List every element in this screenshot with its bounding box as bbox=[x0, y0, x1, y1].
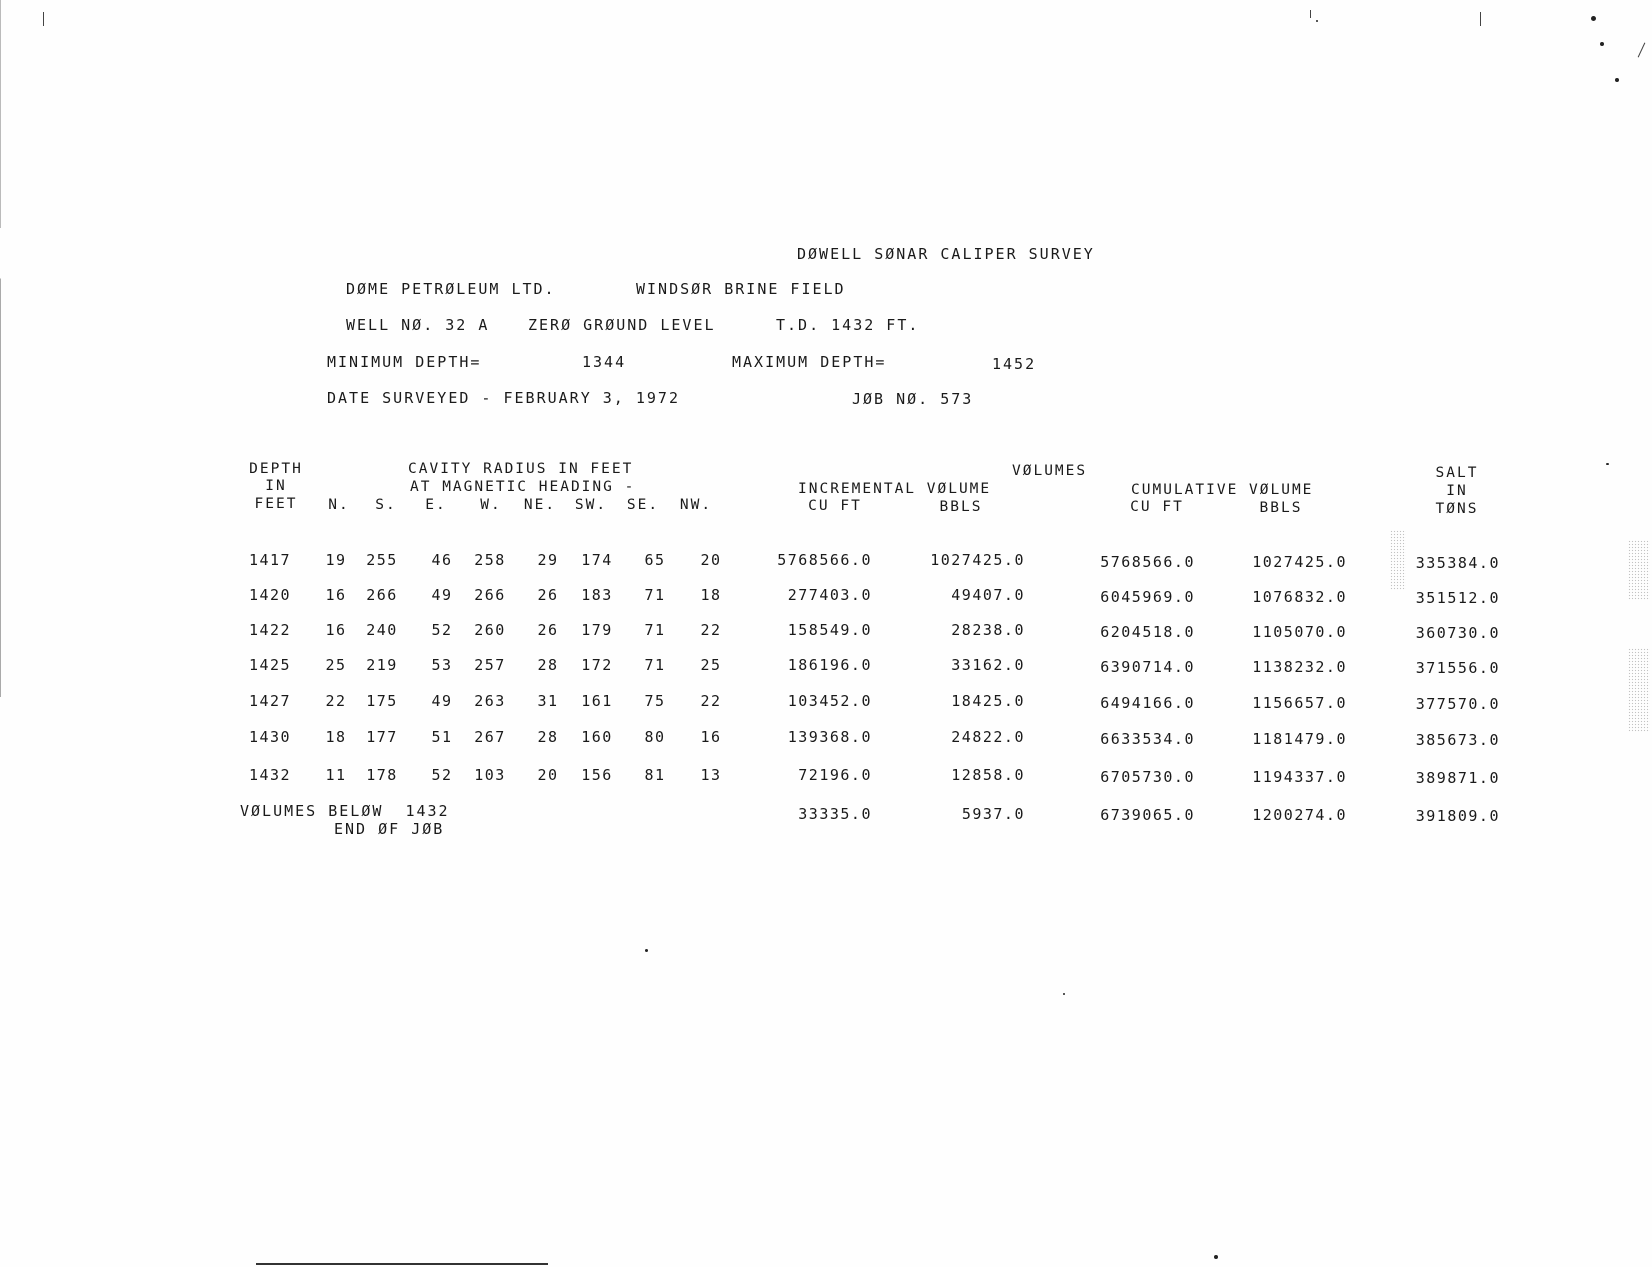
salt-header-line-3: TØNS bbox=[1435, 501, 1479, 517]
salt-cell: 389871.0 bbox=[1415, 769, 1500, 787]
radius-cell: 183 bbox=[581, 586, 613, 604]
job-number: JØB NØ. 573 bbox=[852, 390, 974, 408]
radius-cell: 16 bbox=[325, 621, 347, 639]
bottom-rule bbox=[256, 1263, 548, 1265]
heading-label: W. bbox=[480, 497, 502, 513]
cumulative-bbls-cell: 1138232.0 bbox=[1252, 658, 1347, 676]
radius-cell: 255 bbox=[366, 551, 398, 569]
scan-mark bbox=[1638, 43, 1646, 58]
radius-cell: 258 bbox=[474, 551, 506, 569]
depth-cell: 1430 bbox=[248, 728, 292, 746]
incremental-cuft-cell: 277403.0 bbox=[787, 586, 872, 604]
cumulative-bbls-cell: 1027425.0 bbox=[1252, 553, 1347, 571]
radius-cell: 156 bbox=[581, 766, 613, 784]
cumulative-bbls-cell: 1076832.0 bbox=[1252, 588, 1347, 606]
radius-cell: 13 bbox=[700, 766, 722, 784]
radius-cell: 20 bbox=[700, 551, 722, 569]
heading-label: E. bbox=[425, 497, 447, 513]
cumulative-bbls-cell: 1105070.0 bbox=[1252, 623, 1347, 641]
incremental-volume-header: INCREMENTAL VØLUME bbox=[798, 481, 992, 497]
incremental-cuft-cell: 103452.0 bbox=[787, 692, 872, 710]
salt-cell: 335384.0 bbox=[1415, 554, 1500, 572]
incremental-cuft-cell: 139368.0 bbox=[787, 728, 872, 746]
incremental-bbls-cell: 24822.0 bbox=[951, 728, 1025, 746]
radius-cell: 75 bbox=[644, 692, 666, 710]
incremental-bbls-header: BBLS bbox=[939, 499, 983, 515]
radius-cell: 31 bbox=[537, 692, 559, 710]
radius-cell: 28 bbox=[537, 728, 559, 746]
heading-label: SE. bbox=[626, 497, 660, 513]
incremental-bbls-cell: 28238.0 bbox=[951, 621, 1025, 639]
salt-cell: 385673.0 bbox=[1415, 731, 1500, 749]
incremental-bbls-cell: 18425.0 bbox=[951, 692, 1025, 710]
radius-cell: 178 bbox=[366, 766, 398, 784]
cumulative-bbls-cell: 1194337.0 bbox=[1252, 768, 1347, 786]
depth-cell: 1432 bbox=[248, 766, 292, 784]
radius-cell: 266 bbox=[474, 586, 506, 604]
incremental-cuft-cell: 5768566.0 bbox=[777, 551, 872, 569]
radius-cell: 81 bbox=[644, 766, 666, 784]
radius-cell: 49 bbox=[431, 692, 453, 710]
cumulative-bbls-cell: 1156657.0 bbox=[1252, 694, 1347, 712]
radius-cell: 51 bbox=[431, 728, 453, 746]
radius-cell: 18 bbox=[700, 586, 722, 604]
cumulative-cuft-cell: 5768566.0 bbox=[1100, 553, 1195, 571]
radius-cell: 11 bbox=[325, 766, 347, 784]
depth-cell: 1422 bbox=[248, 621, 292, 639]
depth-cell: 1420 bbox=[248, 586, 292, 604]
scan-mark bbox=[1214, 1255, 1218, 1259]
total-depth: T.D. 1432 FT. bbox=[776, 316, 920, 334]
radius-cell: 29 bbox=[537, 551, 559, 569]
depth-cell: 1417 bbox=[248, 551, 292, 569]
cumulative-volume-header: CUMULATIVE VØLUME bbox=[1131, 482, 1314, 498]
min-depth-value: 1344 bbox=[582, 353, 627, 371]
incremental-bbls-cell: 49407.0 bbox=[951, 586, 1025, 604]
radius-cell: 179 bbox=[581, 621, 613, 639]
date-surveyed: DATE SURVEYED - FEBRUARY 3, 1972 bbox=[327, 389, 680, 407]
radius-cell: 18 bbox=[325, 728, 347, 746]
incremental-bbls-cell: 12858.0 bbox=[951, 766, 1025, 784]
radius-cell: 174 bbox=[581, 551, 613, 569]
radius-cell: 52 bbox=[431, 766, 453, 784]
cumulative-cuft-cell: 6633534.0 bbox=[1100, 730, 1195, 748]
max-depth-label: MAXIMUM DEPTH= bbox=[732, 353, 887, 371]
scan-mark bbox=[645, 949, 648, 952]
heading-label: N. bbox=[328, 497, 350, 513]
radius-cell: 28 bbox=[537, 656, 559, 674]
depth-cell: 1425 bbox=[248, 656, 292, 674]
radius-cell: 71 bbox=[644, 656, 666, 674]
radius-cell: 25 bbox=[700, 656, 722, 674]
company-name: DØME PETRØLEUM LTD. bbox=[346, 280, 556, 298]
radius-cell: 22 bbox=[700, 621, 722, 639]
radius-cell: 177 bbox=[366, 728, 398, 746]
cumulative-cuft-cell: 6494166.0 bbox=[1100, 694, 1195, 712]
reference-level: ZERØ GRØUND LEVEL bbox=[528, 316, 716, 334]
salt-cell: 360730.0 bbox=[1415, 624, 1500, 642]
incremental-cuft-header: CU FT bbox=[808, 498, 862, 514]
radius-cell: 260 bbox=[474, 621, 506, 639]
radius-cell: 71 bbox=[644, 586, 666, 604]
heading-label: NW. bbox=[679, 497, 713, 513]
radius-cell: 25 bbox=[325, 656, 347, 674]
cumulative-cuft-cell: 6045969.0 bbox=[1100, 588, 1195, 606]
scan-left-edge bbox=[0, 0, 1, 1267]
scan-mark bbox=[1310, 10, 1311, 18]
radius-cell: 16 bbox=[325, 586, 347, 604]
radius-cell: 22 bbox=[700, 692, 722, 710]
radius-cell: 103 bbox=[474, 766, 506, 784]
depth-header-line-3: FEET bbox=[254, 496, 298, 512]
heading-label: NE. bbox=[523, 497, 557, 513]
below-salt-tons: 391809.0 bbox=[1415, 807, 1500, 825]
well-number: WELL NØ. 32 A bbox=[346, 316, 490, 334]
radius-cell: 263 bbox=[474, 692, 506, 710]
volumes-header: VØLUMES bbox=[1012, 463, 1088, 479]
cumulative-cuft-cell: 6204518.0 bbox=[1100, 623, 1195, 641]
radius-cell: 266 bbox=[366, 586, 398, 604]
radius-cell: 160 bbox=[581, 728, 613, 746]
scan-noise bbox=[1628, 648, 1650, 732]
below-incremental-bbls: 5937.0 bbox=[961, 805, 1025, 823]
min-depth-label: MINIMUM DEPTH= bbox=[327, 353, 482, 371]
below-cumulative-bbls: 1200274.0 bbox=[1252, 806, 1347, 824]
end-of-job: END ØF JØB bbox=[334, 820, 445, 838]
radius-cell: 20 bbox=[537, 766, 559, 784]
max-depth-value: 1452 bbox=[992, 355, 1037, 373]
report-title: DØWELL SØNAR CALIPER SURVEY bbox=[797, 245, 1095, 263]
radius-cell: 172 bbox=[581, 656, 613, 674]
scan-mark bbox=[1606, 463, 1609, 465]
radius-cell: 46 bbox=[431, 551, 453, 569]
scan-mark bbox=[1615, 78, 1619, 82]
below-cumulative-cuft: 6739065.0 bbox=[1100, 806, 1195, 824]
cumulative-cuft-header: CU FT bbox=[1130, 499, 1184, 515]
incremental-cuft-cell: 158549.0 bbox=[787, 621, 872, 639]
incremental-bbls-cell: 1027425.0 bbox=[930, 551, 1025, 569]
cumulative-cuft-cell: 6390714.0 bbox=[1100, 658, 1195, 676]
radius-cell: 52 bbox=[431, 621, 453, 639]
scan-mark bbox=[1316, 20, 1318, 22]
volumes-below-label: VØLUMES BELØW 1432 bbox=[240, 802, 450, 820]
radius-cell: 175 bbox=[366, 692, 398, 710]
radius-cell: 49 bbox=[431, 586, 453, 604]
scan-mark bbox=[1480, 12, 1481, 26]
cumulative-bbls-header: BBLS bbox=[1259, 500, 1303, 516]
magnetic-heading-header: AT MAGNETIC HEADING - bbox=[410, 479, 636, 495]
salt-cell: 377570.0 bbox=[1415, 695, 1500, 713]
radius-cell: 161 bbox=[581, 692, 613, 710]
below-incremental-cuft: 33335.0 bbox=[798, 805, 872, 823]
depth-header-line-1: DEPTH bbox=[249, 461, 303, 477]
radius-cell: 65 bbox=[644, 551, 666, 569]
radius-cell: 53 bbox=[431, 656, 453, 674]
radius-cell: 22 bbox=[325, 692, 347, 710]
radius-cell: 257 bbox=[474, 656, 506, 674]
cumulative-cuft-cell: 6705730.0 bbox=[1100, 768, 1195, 786]
heading-label: SW. bbox=[574, 497, 608, 513]
depth-cell: 1427 bbox=[248, 692, 292, 710]
radius-cell: 26 bbox=[537, 621, 559, 639]
radius-cell: 267 bbox=[474, 728, 506, 746]
incremental-cuft-cell: 186196.0 bbox=[787, 656, 872, 674]
depth-header-line-2: IN bbox=[265, 478, 287, 494]
scan-mark bbox=[1063, 993, 1065, 995]
scan-mark bbox=[1591, 16, 1596, 21]
scan-noise bbox=[1628, 540, 1650, 600]
salt-header-line-2: IN bbox=[1446, 483, 1468, 499]
salt-cell: 351512.0 bbox=[1415, 589, 1500, 607]
radius-cell: 19 bbox=[325, 551, 347, 569]
field-name: WINDSØR BRINE FIELD bbox=[636, 280, 846, 298]
incremental-bbls-cell: 33162.0 bbox=[951, 656, 1025, 674]
radius-cell: 240 bbox=[366, 621, 398, 639]
radius-cell: 26 bbox=[537, 586, 559, 604]
cumulative-bbls-cell: 1181479.0 bbox=[1252, 730, 1347, 748]
radius-cell: 71 bbox=[644, 621, 666, 639]
scan-mark bbox=[43, 12, 44, 26]
cavity-radius-header: CAVITY RADIUS IN FEET bbox=[408, 461, 634, 477]
radius-cell: 16 bbox=[700, 728, 722, 746]
scan-mark bbox=[1600, 42, 1604, 46]
salt-header-line-1: SALT bbox=[1435, 465, 1479, 481]
radius-cell: 219 bbox=[366, 656, 398, 674]
radius-cell: 80 bbox=[644, 728, 666, 746]
incremental-cuft-cell: 72196.0 bbox=[798, 766, 872, 784]
salt-cell: 371556.0 bbox=[1415, 659, 1500, 677]
heading-label: S. bbox=[375, 497, 397, 513]
